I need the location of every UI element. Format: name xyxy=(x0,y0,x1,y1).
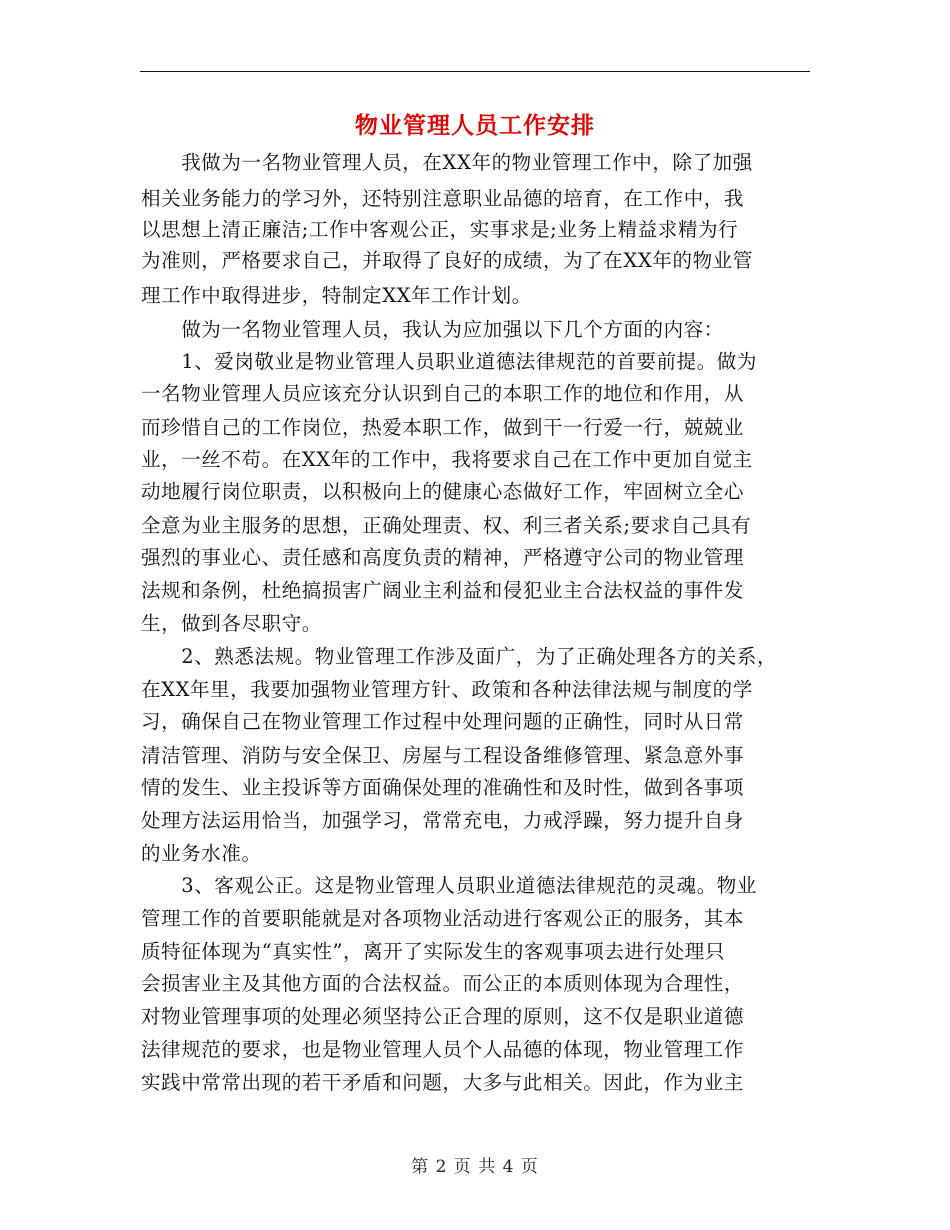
body-line: 业，一丝不苟。在XX年的工作中，我将要求自己在工作中更加自觉主 xyxy=(141,448,753,471)
body-line: 的业务水准。 xyxy=(141,842,262,865)
body-line: 而珍惜自己的工作岗位，热爱本职工作，做到干一行爱一行，兢兢业 xyxy=(141,416,745,439)
body-line: 习，确保自己在物业管理工作过程中处理问题的正确性，同时从日常 xyxy=(141,710,745,733)
body-line: 清洁管理、消防与安全保卫、房屋与工程设备维修管理、紧急意外事 xyxy=(141,744,745,767)
body-line: 法律规范的要求，也是物业管理人员个人品德的体现，物业管理工作 xyxy=(141,1038,745,1061)
body-line: 一名物业管理人员应该充分认识到自己的本职工作的地位和作用，从 xyxy=(141,382,745,405)
body-line: 管理工作的首要职能就是对各项物业活动进行客观公正的服务，其本 xyxy=(141,907,745,930)
body-line: 2、熟悉法规。物业管理工作涉及面广，为了正确处理各方的关系， xyxy=(141,645,778,668)
body-line: 生，做到各尽职守。 xyxy=(141,612,322,635)
body-line: 1、爱岗敬业是物业管理人员职业道德法律规范的首要前提。做为 xyxy=(141,350,758,373)
body-line: 强烈的事业心、责任感和高度负责的精神，严格遵守公司的物业管理 xyxy=(141,546,745,569)
body-line: 为准则，严格要求自己，并取得了良好的成绩，为了在XX年的物业管 xyxy=(141,249,753,272)
body-line: 动地履行岗位职责，以积极向上的健康心态做好工作，牢固树立全心 xyxy=(141,480,745,503)
body-line: 理工作中取得进步，特制定XX年工作计划。 xyxy=(141,284,532,307)
header-rule xyxy=(140,71,810,72)
body-line: 3、客观公正。这是物业管理人员职业道德法律规范的灵魂。物业 xyxy=(141,874,758,897)
body-line: 相关业务能力的学习外，还特别注意职业品德的培育，在工作中，我 xyxy=(141,187,745,210)
body-line: 实践中常常出现的若干矛盾和问题，大多与此相关。因此，作为业主 xyxy=(141,1071,745,1094)
body-line: 做为一名物业管理人员，我认为应加强以下几个方面的内容： xyxy=(141,318,724,341)
document-title: 物业管理人员工作安排 xyxy=(355,112,595,139)
body-line: 以思想上清正廉洁;工作中客观公正，实事求是;业务上精益求精为行 xyxy=(141,218,739,241)
body-line: 会损害业主及其他方面的合法权益。而公正的本质则体现为合理性， xyxy=(141,972,745,995)
body-line: 法规和条例，杜绝搞损害广阔业主利益和侵犯业主合法权益的事件发 xyxy=(141,579,745,602)
body-line: 对物业管理事项的处理必须坚持公正合理的原则，这不仅是职业道德 xyxy=(141,1005,745,1028)
body-line: 全意为业主服务的思想，正确处理责、权、利三者关系;要求自己具有 xyxy=(141,514,752,537)
body-line: 在XX年里，我要加强物业管理方针、政策和各种法律法规与制度的学 xyxy=(141,678,753,701)
body-line: 处理方法运用恰当，加强学习，常常充电，力戒浮躁，努力提升自身 xyxy=(141,809,745,832)
body-line: 质特征体现为“真实性”，离开了实际发生的客观事项去进行处理只 xyxy=(141,940,725,963)
body-line: 情的发生、业主投诉等方面确保处理的准确性和及时性，做到各事项 xyxy=(141,776,745,799)
page-number: 第 2 页 共 4 页 xyxy=(411,1157,539,1177)
body-line: 我做为一名物业管理人员，在XX年的物业管理工作中，除了加强 xyxy=(141,151,753,174)
